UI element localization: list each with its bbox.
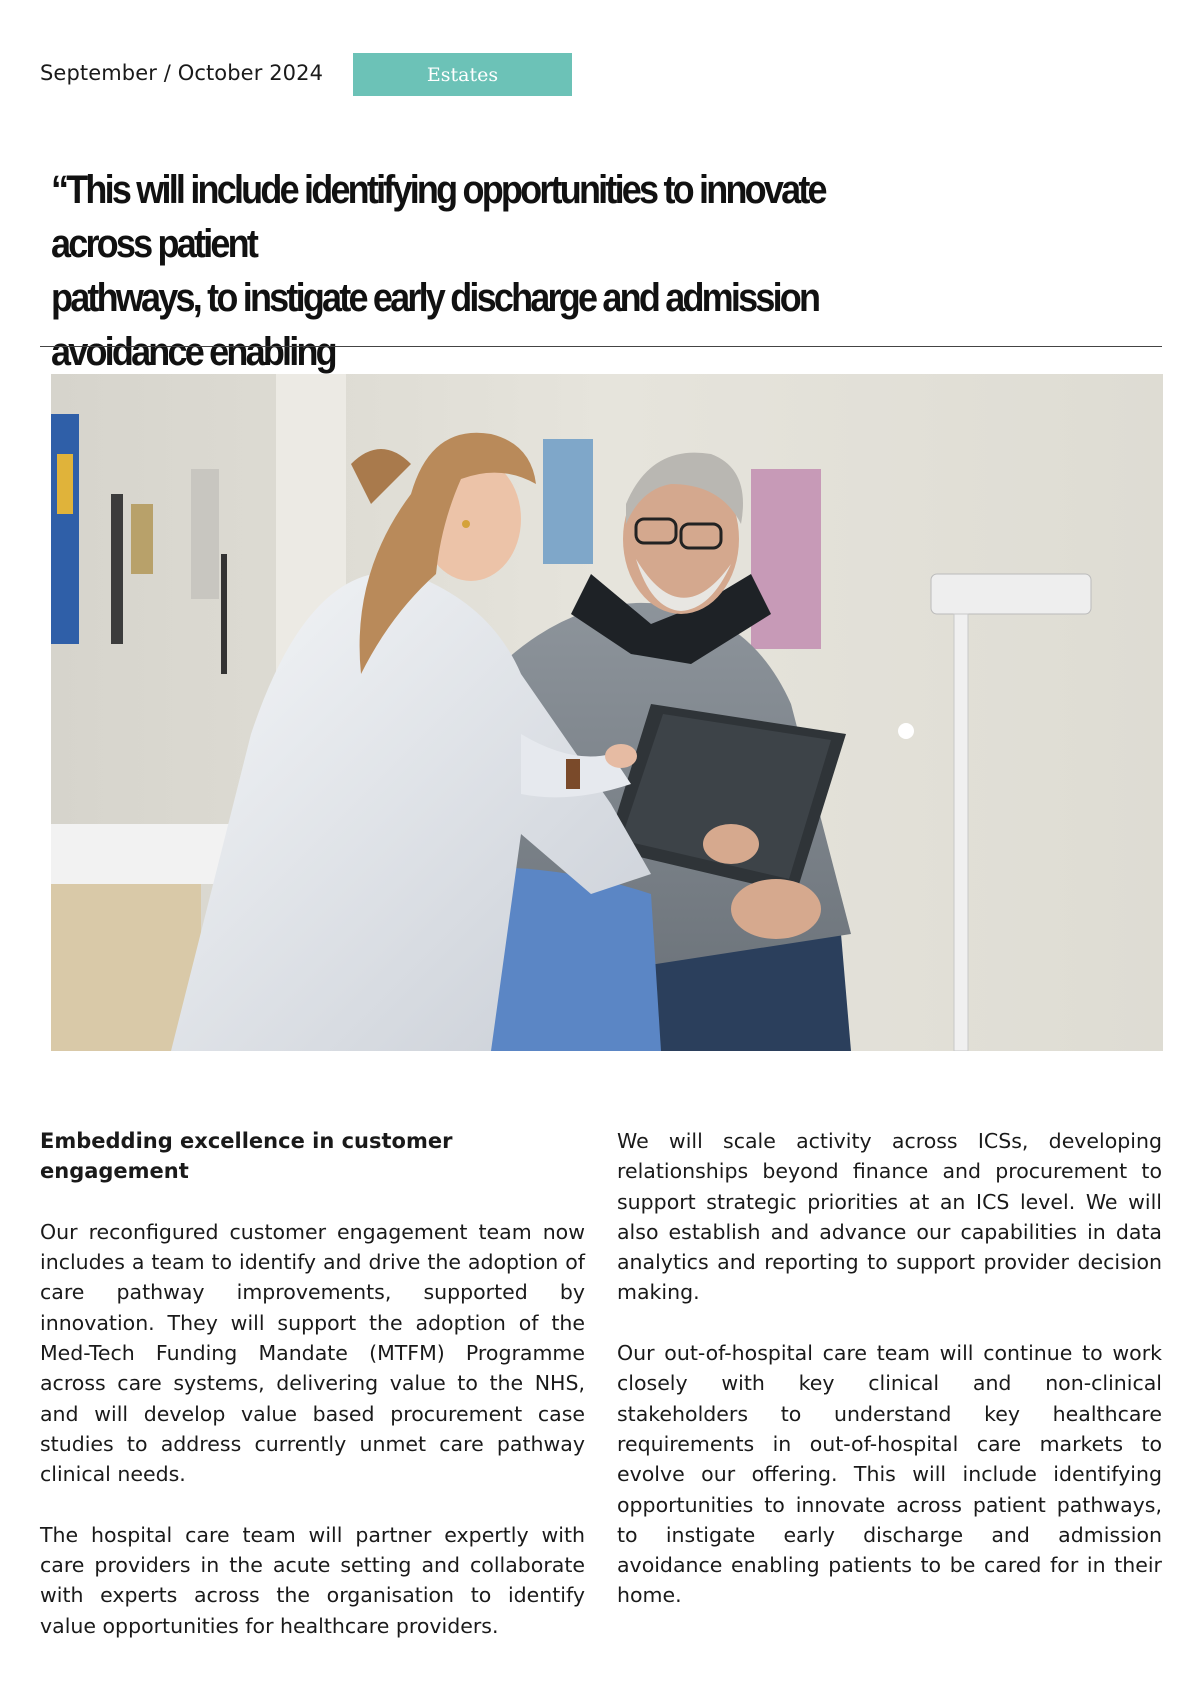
- article-photo: [51, 374, 1163, 1051]
- section-heading: Embedding excellence in customer engagement: [40, 1129, 453, 1184]
- body-paragraph: We will scale activity across ICSs, developing relationships beyond finance and procurement to support strategic priorities at an ICS level. We will also establish and advance our capabilities in data analytics and reporting to support provider decision making.: [617, 1129, 1162, 1305]
- clinician-patient-illustration: [51, 374, 1163, 1051]
- section-tag: Estates: [353, 53, 572, 96]
- body-paragraph: Our reconfigured customer engagement team now includes a team to identify and drive the adoption of care pathway improvements, supported by innovation. They will support the adoption of the Med-Tech Funding Mandate (MTFM) Programme across care systems, delivering value to the NHS, and will develop value based procurement case studies to address currently unmet care pathway clinical needs.: [40, 1219, 585, 1487]
- pull-quote-line: pathways, to instigate early discharge and admission avoidance enabling: [51, 276, 819, 374]
- issue-date: September / October 2024: [40, 61, 324, 85]
- article-column-left: [40, 1126, 585, 1671]
- article-column-right: [617, 1126, 1162, 1641]
- body-paragraph: The hospital care team will partner expertly with care providers in the acute setting and collaborate with experts across the organisation to identify value opportunities for healthcare providers.: [40, 1522, 585, 1638]
- body-paragraph: Our out-of-hospital care team will continue to work closely with key clinical and non-clinical stakeholders to understand key healthcare requirements in out-of-hospital care markets to evolve our offering. This will include identifying opportunities to innovate across patient pathways, to instigate early discharge and admission avoidance enabling patients to be cared for in their home.: [617, 1341, 1162, 1608]
- pull-quote-line: “This will include identifying opportunities to innovate across patient: [51, 168, 825, 266]
- divider: [40, 346, 1162, 347]
